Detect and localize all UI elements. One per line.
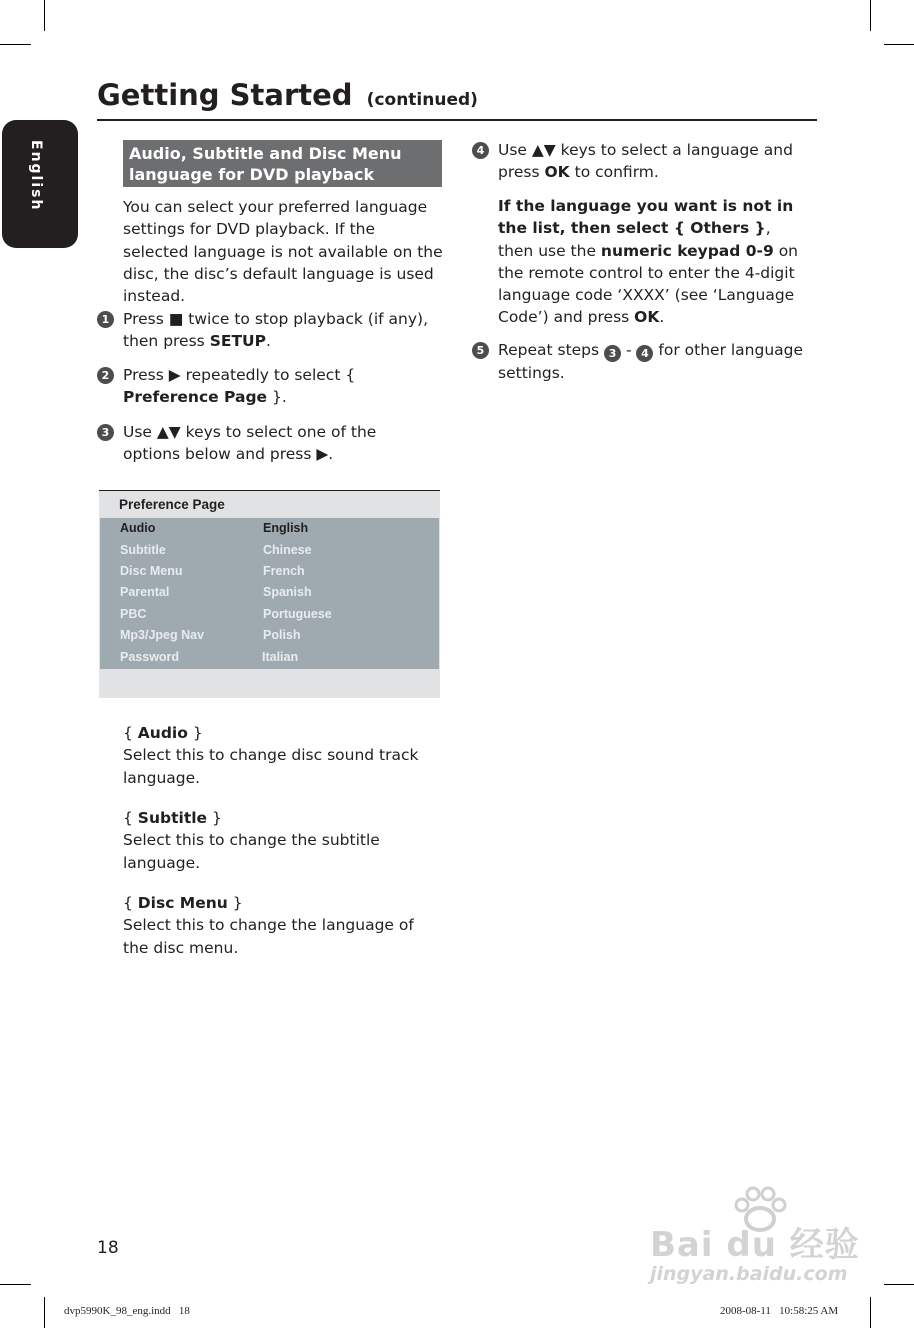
preference-value: Portuguese bbox=[263, 607, 332, 621]
preference-option: Password bbox=[120, 650, 180, 664]
language-tab-label: English bbox=[28, 140, 44, 212]
option-audio: { Audio } Select this to change disc sound track language. bbox=[123, 722, 423, 789]
watermark bbox=[645, 1185, 865, 1295]
others-note-text: on the remote control to enter the 4-digit language code ‘XXXX’ (see ‘Language Code’) and press bbox=[498, 241, 798, 327]
numeric-keypad-label: numeric keypad 0-9 bbox=[600, 241, 774, 260]
watermark-url: jingyan.baidu.com bbox=[650, 1263, 848, 1285]
preference-options-panel bbox=[100, 518, 439, 669]
step-3: Use ▲▼ keys to select one of the options below and press ▶. bbox=[123, 423, 377, 464]
step-1-key: SETUP bbox=[209, 332, 266, 351]
step-4-end: to confirm. bbox=[569, 163, 659, 182]
option-disc-menu: { Disc Menu } Select this to change the language of the disc menu. bbox=[123, 892, 438, 959]
option-subtitle-name: Subtitle bbox=[137, 809, 208, 827]
preference-value: Spanish bbox=[263, 585, 312, 599]
step-number-badge: 1 bbox=[97, 311, 114, 328]
page-title-suffix: (continued) bbox=[366, 90, 478, 110]
section-heading: Audio, Subtitle and Disc Menu language for DVD playback bbox=[123, 140, 442, 187]
footer-file-name: dvp5990K_98_eng.indd 18 bbox=[64, 1305, 190, 1317]
preference-option: Disc Menu bbox=[120, 564, 183, 578]
step-ref-badge: 3 bbox=[604, 345, 621, 362]
preference-option: Subtitle bbox=[120, 543, 166, 557]
others-note-bold: If the language you want is not in the list, then select { Others } bbox=[498, 197, 794, 238]
step-number-badge: 3 bbox=[97, 424, 114, 441]
preference-option: PBC bbox=[120, 607, 147, 621]
others-note-text: , then use the bbox=[498, 219, 771, 260]
step-ref-badge: 4 bbox=[636, 345, 653, 362]
crop-mark bbox=[870, 0, 871, 31]
step-5-end: for other language settings. bbox=[498, 341, 804, 382]
preference-row-parental[interactable] bbox=[100, 582, 439, 603]
step-1-end: . bbox=[265, 332, 271, 351]
preference-row-subtitle[interactable] bbox=[100, 540, 439, 561]
step-1-text: Press ■ twice to stop playback (if any), then press bbox=[123, 310, 429, 351]
option-subtitle-desc: Select this to change the subtitle language. bbox=[123, 831, 380, 872]
step-2-key: Preference Page bbox=[123, 388, 268, 407]
step-4-text: Use ▲▼ keys to select a language and press bbox=[498, 141, 793, 182]
intro-paragraph: You can select your preferred language settings for DVD playback. If the selected language is not available on the disc, the disc’s default language is used instead. bbox=[123, 198, 443, 306]
preference-value: French bbox=[263, 564, 305, 578]
preference-value: English bbox=[263, 521, 309, 535]
preference-value: Italian bbox=[262, 650, 299, 664]
watermark-brand: Bai du 经验 bbox=[650, 1225, 860, 1265]
preference-option: Mp3/Jpeg Nav bbox=[120, 628, 205, 642]
option-audio-desc: Select this to change disc sound track language. bbox=[123, 746, 419, 787]
crop-mark bbox=[44, 0, 45, 31]
preference-row-disc-menu[interactable] bbox=[100, 561, 439, 582]
preference-page-title: Preference Page bbox=[119, 497, 225, 512]
step-2-end: }. bbox=[267, 388, 287, 407]
preference-option: Parental bbox=[120, 585, 170, 599]
option-audio-name: Audio bbox=[137, 724, 188, 742]
crop-mark bbox=[44, 1297, 45, 1328]
page-title bbox=[97, 78, 478, 112]
step-2-text: Press ▶ repeatedly to select { bbox=[123, 366, 356, 384]
preference-row-mp3-jpeg-nav[interactable] bbox=[100, 625, 439, 646]
step-2 bbox=[123, 364, 368, 409]
step-4 bbox=[498, 139, 803, 184]
preference-value: Chinese bbox=[263, 543, 312, 557]
footer-timestamp: 2008-08-11 10:58:25 AM bbox=[720, 1305, 839, 1317]
language-tab bbox=[2, 120, 78, 248]
step-4-key: OK bbox=[544, 163, 570, 182]
step-5-dash: - bbox=[621, 341, 637, 359]
preference-row-pbc[interactable] bbox=[100, 604, 439, 625]
others-note bbox=[498, 195, 808, 329]
title-divider bbox=[97, 119, 817, 121]
ok-key-label: OK bbox=[634, 308, 660, 327]
crop-mark bbox=[0, 44, 31, 45]
preference-value: Polish bbox=[263, 628, 301, 642]
crop-mark bbox=[870, 1297, 871, 1328]
option-disc-menu-desc: Select this to change the language of the disc menu. bbox=[123, 916, 414, 957]
step-1 bbox=[123, 308, 438, 353]
preference-page-menu bbox=[99, 490, 440, 698]
page-number: 18 bbox=[97, 1238, 119, 1258]
step-5 bbox=[498, 339, 813, 384]
step-number-badge: 4 bbox=[472, 142, 489, 159]
crop-mark bbox=[0, 1284, 31, 1285]
option-subtitle: { Subtitle } Select this to change the subtitle language. bbox=[123, 807, 403, 874]
crop-mark bbox=[884, 1284, 914, 1285]
step-number-badge: 5 bbox=[472, 342, 489, 359]
others-note-end: . bbox=[659, 308, 665, 327]
crop-mark bbox=[884, 44, 914, 45]
page-title-text: Getting Started bbox=[97, 78, 353, 112]
step-5-text: Repeat steps bbox=[498, 341, 605, 359]
preference-option: Audio bbox=[120, 521, 156, 535]
option-disc-menu-name: Disc Menu bbox=[137, 894, 228, 912]
preference-row-password[interactable] bbox=[100, 647, 439, 668]
step-number-badge: 2 bbox=[97, 367, 114, 384]
preference-row-audio[interactable] bbox=[100, 518, 439, 539]
